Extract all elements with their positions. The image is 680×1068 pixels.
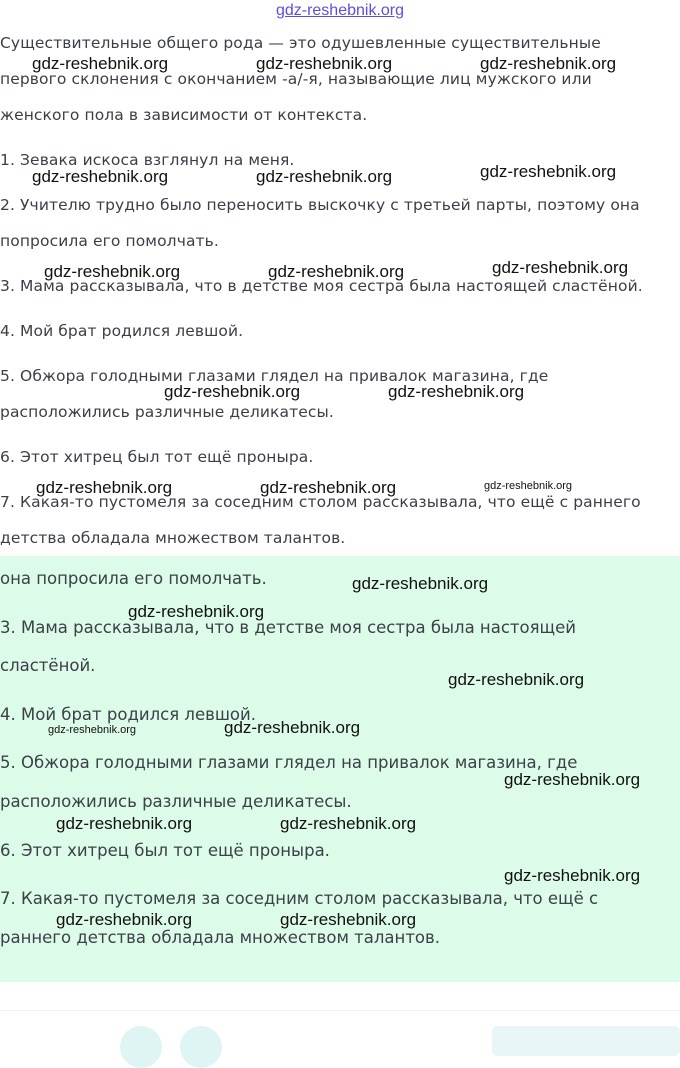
bottom-panel: [492, 1026, 680, 1056]
sentence-7-line-1: 7. Какая-то пустомеля за соседним столом рассказывала, что ещё с раннего: [0, 493, 641, 511]
watermark: gdz-reshebnik.org: [260, 478, 397, 497]
watermark: gdz-reshebnik.org: [56, 814, 193, 833]
watermark: gdz-reshebnik.org: [280, 814, 417, 833]
watermark: gdz-reshebnik.org: [56, 910, 193, 929]
sentence-4: 4. Мой брат родился левшой.: [0, 322, 244, 340]
answer-line-5: 5. Обжора голодными глазами глядел на привалок магазина, где: [0, 753, 578, 772]
answer-line-4: 4. Мой брат родился левшой.: [0, 705, 256, 724]
intro-line-1: Существительные общего рода — это одушевленные существительные: [0, 34, 601, 52]
watermark: gdz-reshebnik.org: [256, 54, 393, 73]
watermark: gdz-reshebnik.org: [44, 262, 181, 281]
watermark: gdz-reshebnik.org: [36, 478, 173, 497]
answer-line-9: раннего детства обладала множеством талантов.: [0, 928, 440, 947]
intro-line-3: женского пола в зависимости от контекста.: [0, 106, 368, 124]
share-button[interactable]: [120, 1026, 162, 1068]
watermark: gdz-reshebnik.org: [164, 382, 301, 401]
watermark: gdz-reshebnik.org: [32, 54, 169, 73]
answer-line-3: сластёной.: [0, 656, 96, 675]
answer-line-2: 3. Мама рассказывала, что в детстве моя сестра была настоящей: [0, 618, 576, 637]
watermark: gdz-reshebnik.org: [504, 866, 641, 885]
watermark: gdz-reshebnik.org: [352, 574, 489, 593]
watermark: gdz-reshebnik.org: [256, 167, 393, 186]
sentence-6: 6. Этот хитрец был тот ещё проныра.: [0, 448, 314, 466]
watermark: gdz-reshebnik.org: [480, 54, 617, 73]
answer-line-1: она попросила его помолчать.: [0, 569, 267, 588]
watermark: gdz-reshebnik.org: [32, 167, 169, 186]
watermark: gdz-reshebnik.org: [484, 480, 573, 492]
watermark: gdz-reshebnik.org: [280, 910, 417, 929]
sentence-7-line-2: детства обладала множеством талантов.: [0, 529, 346, 547]
site-link[interactable]: gdz-reshebnik.org: [275, 2, 405, 19]
sentence-5-line-1: 5. Обжора голодными глазами глядел на привалок магазина, где: [0, 367, 549, 385]
sentence-1: 1. Зевака искоса взглянул на меня.: [0, 151, 295, 169]
watermark: gdz-reshebnik.org: [448, 670, 585, 689]
watermark: gdz-reshebnik.org: [504, 770, 641, 789]
sentence-2-line-1: 2. Учителю трудно было переносить выскочку с третьей парты, поэтому она: [0, 196, 640, 214]
watermark: gdz-reshebnik.org: [268, 262, 405, 281]
answer-line-6: расположились различные деликатесы.: [0, 792, 352, 811]
watermark: gdz-reshebnik.org: [388, 382, 525, 401]
watermark: gdz-reshebnik.org: [128, 602, 265, 621]
watermark: gdz-reshebnik.org: [480, 162, 617, 181]
sentence-3: 3. Мама рассказывала, что в детстве моя сестра была настоящей сластёной.: [0, 277, 643, 295]
intro-line-2: первого склонения с окончанием -а/-я, называющие лиц мужского или: [0, 70, 592, 88]
sentence-5-line-2: расположились различные деликатесы.: [0, 403, 334, 421]
sentence-2-line-2: попросила его помолчать.: [0, 232, 219, 250]
watermark: gdz-reshebnik.org: [492, 258, 629, 277]
answer-line-7: 6. Этот хитрец был тот ещё проныра.: [0, 841, 330, 860]
like-button[interactable]: [180, 1026, 222, 1068]
watermark: gdz-reshebnik.org: [224, 718, 361, 737]
watermark: gdz-reshebnik.org: [48, 724, 137, 736]
answer-line-8: 7. Какая-то пустомеля за соседним столом рассказывала, что ещё с: [0, 889, 599, 908]
